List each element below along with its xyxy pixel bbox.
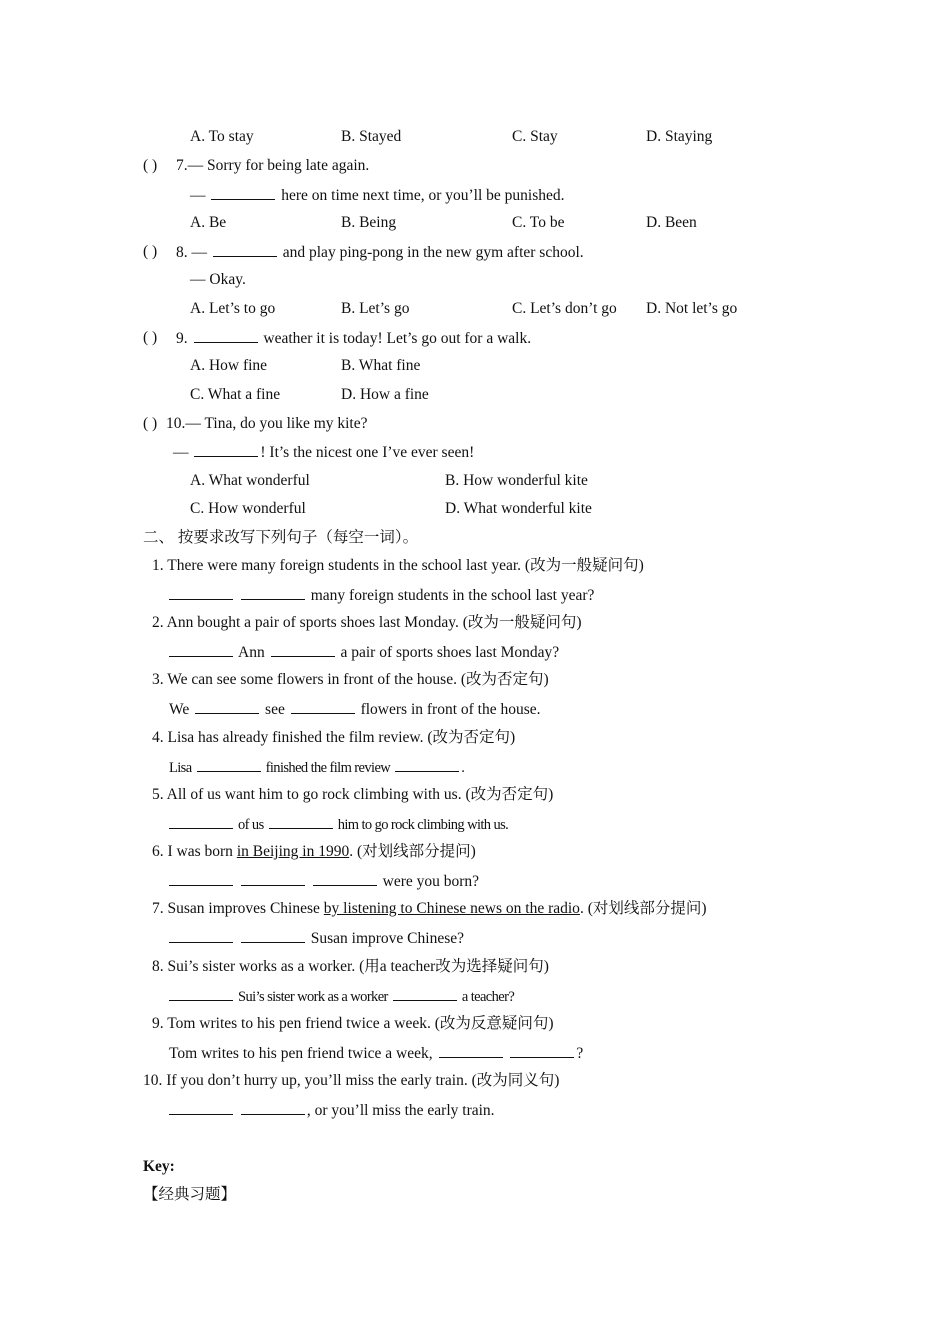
q7-reply-text: here on time next time, or you’ll be punished.	[281, 187, 565, 204]
s2-q10-blank-2[interactable]	[241, 1100, 305, 1115]
s2-q3-number: 3.	[152, 671, 164, 688]
s2-q10-question	[143, 1071, 559, 1091]
s2-q8-question	[152, 957, 549, 977]
s2-q5-blank-1[interactable]	[169, 814, 233, 829]
q8-reply: — Okay.	[190, 271, 246, 288]
s2-q8-blank-2[interactable]	[393, 986, 457, 1001]
s2-q8-answer-mid: Sui’s sister work as a worker	[238, 989, 388, 1005]
s2-q3-answer	[169, 699, 541, 720]
s2-q7-blank-1[interactable]	[169, 928, 233, 943]
q9-number: 9.	[176, 330, 188, 347]
s2-q5-text: All of us want him to go rock climbing with us. (改为否定句)	[166, 786, 554, 803]
q7-option-c: C. To be	[512, 214, 565, 231]
q9-stem	[176, 328, 531, 349]
q10-answer-paren: ( )	[143, 415, 158, 432]
s2-q1-question	[152, 556, 644, 576]
s2-q6-blank-2[interactable]	[241, 871, 305, 886]
s2-q6-blank-1[interactable]	[169, 871, 233, 886]
q7-stem: 7.— Sorry for being late again.	[176, 157, 370, 174]
q8-option-c: C. Let’s don’t go	[512, 300, 617, 317]
s2-q1-blank-1[interactable]	[169, 585, 233, 600]
q9-stem-text: weather it is today! Let’s go out for a walk.	[263, 330, 532, 347]
s2-q9-answer-text: ?	[576, 1045, 584, 1062]
q10-stem: 10.— Tina, do you like my kite?	[166, 415, 368, 432]
s2-q3-question	[152, 670, 549, 690]
s2-q2-question	[152, 613, 582, 633]
s2-q5-answer-text: him to go rock climbing with us.	[337, 817, 509, 833]
s2-q9-answer-pre: Tom writes to his pen friend twice a week,	[169, 1045, 433, 1062]
s2-q10-number: 10.	[143, 1072, 163, 1089]
s2-q9-answer	[169, 1043, 583, 1064]
q7-option-a: A. Be	[190, 214, 227, 231]
s2-q6-answer-text: were you born?	[382, 873, 480, 890]
s2-q4-answer	[169, 757, 464, 778]
s2-q2-text: Ann bought a pair of sports shoes last Monday. (改为一般疑问句)	[166, 614, 582, 631]
s2-q6-answer	[167, 871, 479, 892]
s2-q7-blank-2[interactable]	[241, 928, 305, 943]
q8-answer-paren: ( )	[143, 243, 158, 260]
q10-blank[interactable]	[194, 442, 258, 457]
q7-option-d: D. Been	[646, 214, 697, 231]
key-subtitle: 【经典习题】	[143, 1186, 237, 1203]
s2-q7-underlined: by listening to Chinese news on the radio	[323, 900, 580, 917]
q9-answer-paren: ( )	[143, 329, 158, 346]
q10-reply-text: ! It’s the nicest one I’ve ever seen!	[260, 444, 475, 461]
s2-q2-number: 2.	[152, 614, 164, 631]
q8-stem	[176, 242, 584, 263]
s2-q10-answer	[167, 1100, 495, 1121]
q9-option-b: B. What fine	[341, 357, 421, 374]
s2-q4-answer-text: .	[461, 760, 465, 776]
s2-q9-question	[152, 1014, 554, 1034]
s2-q8-blank-1[interactable]	[169, 986, 233, 1001]
s2-q4-answer-mid: finished the film review	[265, 760, 391, 776]
q9-option-c: C. What a fine	[190, 386, 281, 403]
s2-q3-blank-1[interactable]	[195, 699, 259, 714]
s2-q6-question	[152, 842, 476, 862]
q8-blank[interactable]	[213, 242, 277, 257]
q10-option-a: A. What wonderful	[190, 472, 310, 489]
s2-q4-number: 4.	[152, 729, 164, 746]
key-title: Key:	[143, 1158, 175, 1175]
q10-dash: —	[173, 444, 189, 461]
s2-q2-blank-2[interactable]	[271, 642, 335, 657]
s2-q6-underlined: in Beijing in 1990	[236, 843, 350, 860]
q8-stem-text: and play ping-pong in the new gym after school.	[282, 244, 584, 261]
q10-option-b: B. How wonderful kite	[445, 472, 588, 489]
s2-q8-answer	[167, 986, 514, 1007]
s2-q7-post: . (对划线部分提问)	[579, 900, 707, 917]
q7-reply	[190, 185, 565, 206]
s2-q2-answer-mid: Ann	[238, 644, 265, 661]
s2-q7-answer	[167, 928, 464, 949]
s2-q5-answer	[167, 814, 508, 835]
s2-q3-blank-2[interactable]	[291, 699, 355, 714]
s2-q4-blank-1[interactable]	[197, 757, 261, 772]
q8-option-a: A. Let’s to go	[190, 300, 276, 317]
s2-q10-text: If you don’t hurry up, you’ll miss the early train. (改为同义句)	[166, 1072, 560, 1089]
q8-option-b: B. Let’s go	[341, 300, 410, 317]
s2-q5-answer-mid: of us	[238, 817, 264, 833]
s2-q7-answer-text: Susan improve Chinese?	[310, 930, 465, 947]
s2-q8-number: 8.	[152, 958, 164, 975]
s2-q5-question	[152, 785, 553, 805]
s2-q2-answer-text: a pair of sports shoes last Monday?	[340, 644, 560, 661]
s2-q10-blank-1[interactable]	[169, 1100, 233, 1115]
s2-q6-pre: I was born	[167, 843, 237, 860]
s2-q10-answer-text: , or you’ll miss the early train.	[306, 1102, 495, 1119]
section2-title: 二、 按要求改写下列句子（每空一词）。	[143, 529, 419, 546]
s2-q3-text: We can see some flowers in front of the house. (改为否定句)	[167, 671, 549, 688]
q9-blank[interactable]	[194, 328, 258, 343]
q10-option-c: C. How wonderful	[190, 500, 306, 517]
q8-option-d: D. Not let’s go	[646, 300, 738, 317]
s2-q3-answer-pre: We	[169, 701, 190, 718]
s2-q1-answer-text: many foreign students in the school last year?	[310, 587, 595, 604]
q10-reply	[173, 442, 474, 463]
s2-q7-number: 7.	[152, 900, 164, 917]
s2-q1-answer	[167, 585, 594, 606]
q9-option-a: A. How fine	[190, 357, 268, 374]
s2-q9-number: 9.	[152, 1015, 164, 1032]
s2-q4-question	[152, 728, 515, 748]
q9-option-d: D. How a fine	[341, 386, 429, 403]
q10-option-d: D. What wonderful kite	[445, 500, 592, 517]
s2-q9-blank-2[interactable]	[510, 1043, 574, 1058]
s2-q3-answer-mid: see	[265, 701, 285, 718]
q7-option-b: B. Being	[341, 214, 397, 231]
s2-q4-answer-pre: Lisa	[169, 760, 192, 776]
s2-q6-blank-3[interactable]	[313, 871, 377, 886]
q7-dash: —	[190, 187, 206, 204]
s2-q2-blank-1[interactable]	[169, 642, 233, 657]
s2-q5-number: 5.	[152, 786, 164, 803]
q7-answer-paren: ( )	[143, 157, 158, 174]
s2-q9-blank-1[interactable]	[439, 1043, 503, 1058]
s2-q1-blank-2[interactable]	[241, 585, 305, 600]
s2-q7-question	[152, 899, 707, 919]
s2-q7-pre: Susan improves Chinese	[167, 900, 324, 917]
s2-q8-answer-text: a teacher?	[461, 989, 515, 1005]
s2-q1-number: 1.	[152, 557, 164, 574]
s2-q6-post: . (对划线部分提问)	[349, 843, 476, 860]
s2-q8-text: Sui’s sister works as a worker. (用a teacher改为选择疑问句)	[167, 958, 549, 975]
s2-q6-number: 6.	[152, 843, 164, 860]
q6-option-d: D. Staying	[646, 128, 713, 145]
s2-q1-text: There were many foreign students in the school last year. (改为一般疑问句)	[167, 557, 644, 574]
q6-option-c: C. Stay	[512, 128, 558, 145]
q6-option-b: B. Stayed	[341, 128, 402, 145]
q7-blank[interactable]	[211, 185, 275, 200]
s2-q4-text: Lisa has already finished the film review. (改为否定句)	[167, 729, 516, 746]
s2-q9-text: Tom writes to his pen friend twice a week. (改为反意疑问句)	[167, 1015, 554, 1032]
q8-number: 8. —	[176, 244, 207, 261]
s2-q3-answer-text: flowers in front of the house.	[360, 701, 541, 718]
s2-q5-blank-2[interactable]	[269, 814, 333, 829]
q6-option-a: A. To stay	[190, 128, 254, 145]
s2-q4-blank-2[interactable]	[395, 757, 459, 772]
s2-q2-answer	[167, 642, 559, 663]
